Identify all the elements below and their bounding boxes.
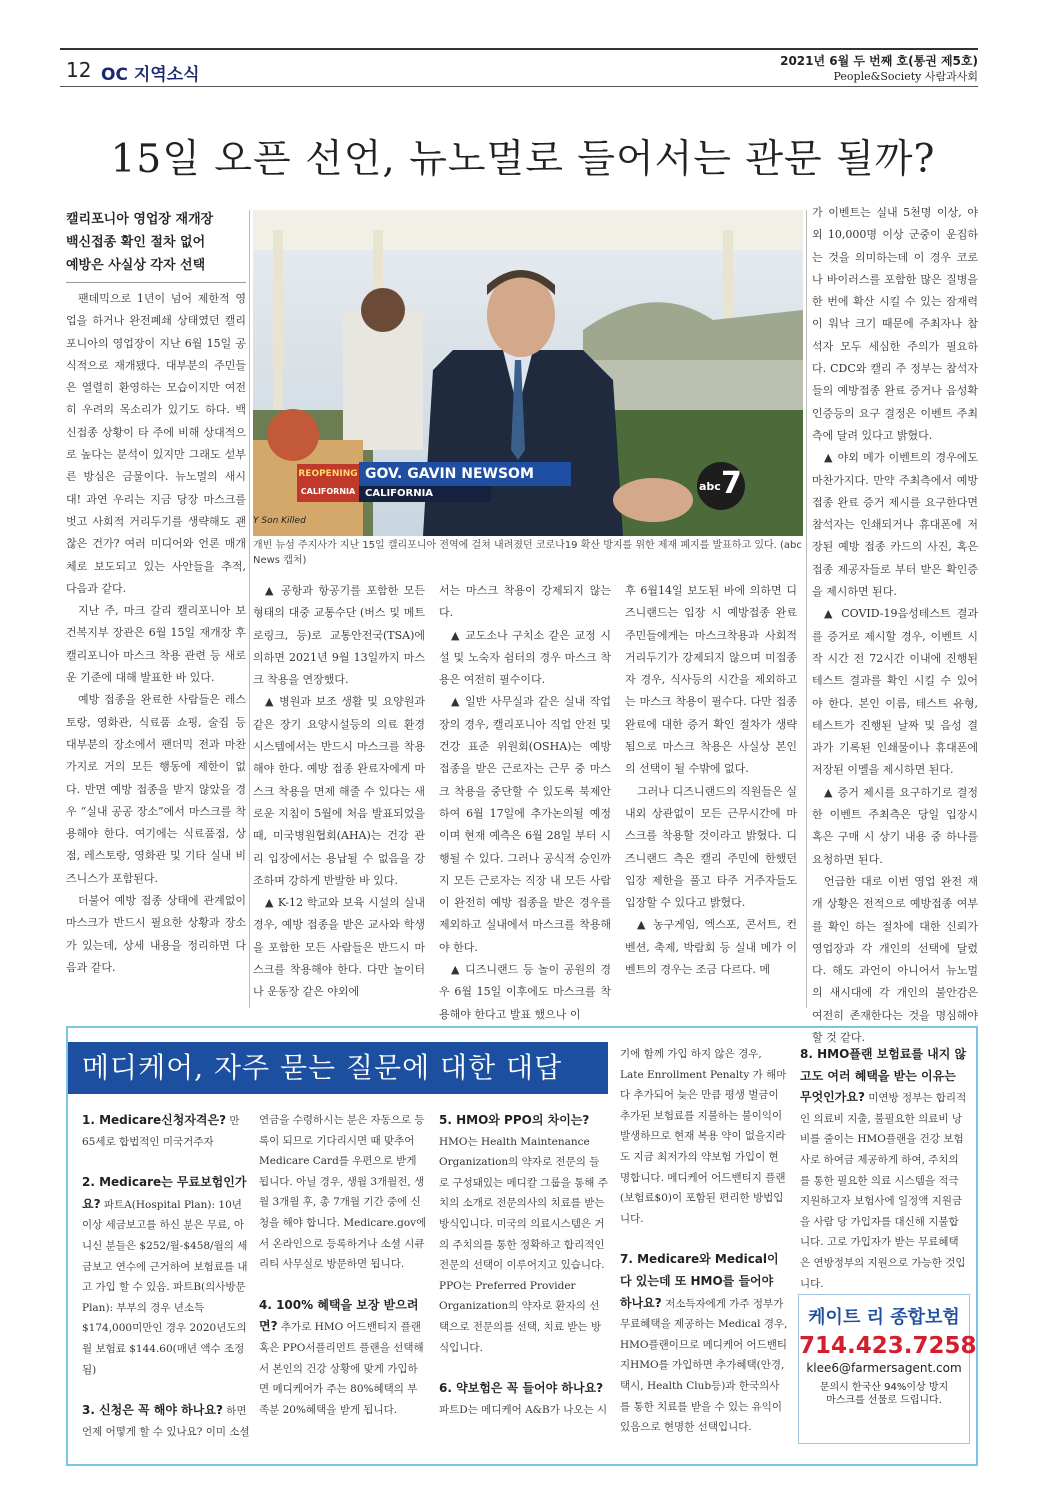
- paragraph: 예방 접종을 완료한 사람들은 레스토랑, 영화관, 식료품 쇼핑, 술집 등 대부분의 장소에서 팬더믹 전과 마찬가지로 거의 모든 행동에 제한이 없다. 반면 예방 접종을 받지 않았을 경우 “실내 공공 장소”에서 마스크를 착용해야 한다. 여기에는 식료품점, 상점, 레스토랑, 영화관 및 기타 실내 비즈니스가 포함된다.: [66, 693, 246, 885]
- faq-column-1: [82, 1110, 250, 1442]
- faq-item: [620, 1249, 788, 1437]
- paragraph: ▲ 공항과 항공기를 포함한 모든 형태의 대중 교통수단 (버스 및 메트로링크, 등)로 교통안전국(TSA)에 의하면 2021년 9월 13일까지 마스크 착용을 연장했다.: [253, 584, 425, 687]
- faq-answer: 파트D는 메디케어 A&B가 나오는 시: [439, 1403, 608, 1416]
- faq-question: 1. Medicare신청자격은?: [82, 1113, 227, 1127]
- ad-note: [799, 1381, 969, 1407]
- paragraph: ▲ 야외 메가 이벤트의 경우에도 마찬가지다. 만약 주최측에서 예방접종 완료 증거 제시를 요구한다면 참석자는 인쇄되거나 휴대폰에 저장된 예방 접종 카드의 사진, 혹은 접종 제공자들로 부터 받은 확인증을 제시하면 된다.: [812, 451, 978, 599]
- paragraph: ▲ COVID-19음성테스트 결과를 증거로 제시할 경우, 이벤트 시작 시간 전 72시간 이내에 진행된 테스트 결과를 확인 시킬 수 있어야 한다. 본인 이름, 테스트 유형, 테스트가 진행된 날짜 및 음성 결과가 기록된 인쇄물이나 휴대폰에 저장된 이멜을 제시하면 된다.: [812, 607, 978, 777]
- article-column-2: [253, 580, 425, 1004]
- faq-question: 2. Medicare는 무료보험인가요?: [82, 1175, 247, 1211]
- faq-item: [82, 1110, 250, 1152]
- header-rule: [60, 48, 978, 50]
- lower-third-place: CALIFORNIA: [365, 488, 434, 499]
- faq-answer: 파트A(Hospital Plan): 10년 이상 세금보고를 하신 분은 무료, 아니신 분들은 $252/월-$458/월의 세금보고 연수에 근거하여 보험료를 내고 가입 할 수 있음. 파트B(의사방문 Plan): 부부의 경우 년소득 $174,000미만인 경우 2020년도의 월 보험료 $144.60(매년 액수 조정됨): [82, 1198, 248, 1376]
- paragraph: ▲ 증거 제시를 요구하기로 결정한 이벤트 주최측은 당일 입장시 혹은 구매 시 상기 내용 중 하나를 요청하면 된다.: [812, 785, 978, 866]
- faq-item: [439, 1378, 609, 1420]
- faq-answer: 연금을 수령하시는 분은 자동으로 등록이 되므로 기다리시면 때 맞추어 Medicare Card를 우편으로 받게 됩니다. 아닐 경우, 생월 3개월전, 생월 3개월 후, 총 7개월 기간 중에 신청을 해야 합니다. Medicare.gov에서 온라인으로 등록하거나 소셜 시큐리티 사무실로 방문하면 됩니다.: [259, 1114, 427, 1271]
- faq-column-4: [620, 1044, 788, 1438]
- paragraph: 더불어 예방 접종 상태에 관계없이 마스크가 반드시 필요한 상황과 장소가 있는데, 상세 내용을 정리하면 다음과 같다.: [66, 894, 246, 974]
- reopening-banner-bottom: CALIFORNIA: [300, 487, 356, 496]
- paragraph: ▲ 병원과 보조 생활 및 요양원과 같은 장기 요양시설등의 의료 환경시스템에서는 반드시 마스크를 착용해야 한다. 예방 접종 완료자에게 마스크 착용을 면제 해줄 수 있다는 새로운 지침이 5월에 처음 발표되었을 때, 미국병원협회(AHA)는 건강 관리 입장에서는 용납될 수 없음을 강조하며 강하게 반발한 바 있다.: [253, 695, 425, 887]
- article-column-1: [66, 288, 246, 979]
- faq-answer: 만 65세로 합법적인 미국거주자: [82, 1115, 240, 1148]
- paragraph: ▲ 교도소나 구치소 같은 교정 시설 및 노숙자 쉼터의 경우 마스크 착용은 여전히 필수이다.: [439, 628, 611, 687]
- faq-item: [82, 1400, 250, 1442]
- paragraph: ▲ 일반 사무실과 같은 실내 작업장의 경우, 캘리포니아 직업 안전 및 건강 표준 위원회(OSHA)는 예방 접종을 받은 근로자는 근무 중 마스크 착용을 중단할 수 있도록 북제안하여 6월 17일에 추가논의될 예정이며 현재 예측은 6월 28일 부터 시행될 수 있다. 그러나 공식적 승인까지 모든 근로자는 직장 내 모든 사람이 완전히 예방 접종을 받은 경우를 제외하고 실내에서 마스크를 착용해야 한다.: [439, 695, 611, 954]
- faq-question: 8. HMO플랜 보험료를 내지 않고도 여러 혜택을 받는 이유는 무엇인가요?: [800, 1047, 967, 1105]
- faq-item: [439, 1110, 609, 1358]
- lower-third-name: GOV. GAVIN NEWSOM: [365, 466, 534, 482]
- subhead: 예방은 사실상 각자 선택: [66, 258, 206, 273]
- faq-answer: 저소득자에게 가주 정부가 무료혜택을 제공하는 Medical 경우, HMO플랜이므로 메디케어 어드밴티지HMO를 가입하면 추가혜택(안경, 택시, Health Club등)과 한국의사를 통한 치료를 받을 수 있는 유익이 있음으로 현명한 선택입니다.: [620, 1297, 788, 1434]
- article-column-3: [439, 580, 611, 1026]
- faq-answer: 추가로 HMO 어드밴티지 플랜 혹은 PPO서플리먼트 플랜을 선택해서 본인의 건강 상황에 맞게 가입하면 메디케어가 주는 80%혜택의 부족분 20%혜택을 받게 됩니다.: [259, 1321, 424, 1416]
- sign-text: Y Son Killed: [253, 516, 306, 526]
- ad-note-line: 마스크를 선물로 드립니다.: [826, 1395, 942, 1406]
- section-title: OC 지역소식: [101, 65, 200, 85]
- column-divider: [249, 210, 250, 1008]
- news-photo: [253, 210, 803, 536]
- issue-info: 2021년 6월 두 번째 호(통권 제5호): [780, 54, 978, 68]
- subhead: 캘리포니아 영업장 재개장: [66, 212, 214, 227]
- paragraph: 서는 마스크 착용이 강제되지 않는다.: [439, 584, 611, 620]
- faq-question: 3. 신청은 꼭 해야 하나요?: [82, 1403, 223, 1418]
- paragraph: ▲ K-12 학교와 보육 시설의 실내 경우, 예방 접종을 받은 교사와 학생을 포함한 모든 사람들은 반드시 마스크를 착용해야 한다. 다만 놀이터나 운동장 같은 야외에: [253, 896, 425, 999]
- subhead-divider: [66, 282, 246, 283]
- ad-phone: 714.423.7258: [799, 1333, 977, 1359]
- faq-item: [800, 1044, 968, 1294]
- paragraph: 그러나 디즈니랜드의 직원들은 실내외 상관없이 모든 근무시간에 마스크를 착용할 것이라고 밝혔다. 디즈니랜드 측은 캘리 주민에 한했던 입장 제한을 풀고 타주 거주자들도 입장할 수 있다고 밝혔다.: [625, 784, 797, 910]
- header-rule-bottom: [60, 86, 978, 87]
- paragraph: 지난 주, 마크 갈리 캘리포니아 보건복지부 장관은 6월 15일 재개장 후 캘리포니아 마스크 착용 관련 등 새로운 기준에 대해 발표한 바 있다.: [66, 604, 246, 685]
- faq-question: 5. HMO와 PPO의 차이는?: [439, 1113, 590, 1127]
- paragraph: 후 6월14일 보도된 바에 의하면 디즈니랜드는 입장 시 예방접종 완료 주민들에게는 마스크착용과 사회적 거리두기가 강제되지 않으며 미접종자 경우, 식사등의 시간을 제외하고는 마스크 착용이 필수다. 다만 접종완료에 대한 증거 확인 절차가 생략됨으로 마스크 착용은 사실상 본인의 선택이 될 수밖에 없다.: [625, 584, 797, 776]
- photo-caption: 개빈 뉴섬 주지사가 지난 15일 캘리포니아 전역에 걸쳐 내려졌던 코로나19 확산 방지를 위한 제재 폐지를 발표하고 있다. (abc News 캡처): [253, 540, 802, 566]
- faq-column-2: [259, 1110, 427, 1420]
- reopening-banner-top: REOPENING: [298, 469, 358, 479]
- paragraph: 가 이벤트는 실내 5천명 이상, 야외 10,000명 이상 군중이 운집하는 것을 의미하는데 이 경우 코로나 바이러스를 포함한 많은 질병을 한 번에 확산 시킬 수 있는 잠재력이 워낙 크기 때문에 주최자나 참석자 모두 세심한 주의가 필요하다. CDC와 캘리 주 정부는 참석자들의 예방접종 완료 증거나 음성확인증등의 요구 결정은 이벤트 주최측에 달려 있다고 밝혔다.: [812, 206, 978, 442]
- ad-agency-name: 케이트 리 종합보험: [808, 1307, 960, 1328]
- abc-logo-number: 7: [721, 466, 742, 501]
- publication-name: People&Society 사람과사회: [833, 70, 978, 83]
- faq-question: 4. 100% 혜택을 보장 받으려면?: [259, 1297, 419, 1334]
- ad-email: klee6@farmersagent.com: [806, 1361, 962, 1375]
- faq-answer: 기에 함께 가입 하지 않은 경우, Late Enrollment Penalty 가 해마다 추가되어 늦은 만큼 평생 벌금이 추가된 보험료를 지불하는 불이익이 발생하므로 현재 복용 약이 없을지라도 지금 최저가의 약보험 가입이 현명합니다. 메디케어 어드밴티지 플랜(보험료$0)이 포함된 편리한 방법입니다.: [620, 1048, 787, 1225]
- faq-item: [259, 1110, 427, 1275]
- paragraph: 언급한 대로 이번 영업 완전 재개 상황은 전적으로 예방접종 여부를 확인 하는 절차에 대한 신뢰가 영업장과 각 개인의 선택에 달렸다. 해도 과언이 아니어서 뉴노멀의 새시대에 각 개인의 불안감은 여전히 존재한다는 것을 명심해야 할 것 같다.: [812, 874, 978, 1044]
- faq-question: 7. Medicare와 Medical이 다 있는데 또 HMO를 들어야 하나요?: [620, 1252, 779, 1310]
- article-column-5: [812, 202, 978, 1049]
- faq-title: 메디케어, 자주 묻는 질문에 대한 대답: [68, 1042, 608, 1094]
- faq-item: [259, 1295, 427, 1421]
- faq-answer: 미연방 정부는 합리적인 의료비 지출, 불필요한 의료비 낭비를 줄이는 HMO플랜을 건강 보험사로 하여금 제공하게 하여, 주치의를 통한 필요한 의료 시스템을 적극 지원하고자 보험사에 일정액 지원금을 사람 당 가입자를 대신해 지불합니다. 고로 가입자가 받는 무료혜택은 연방정부의 지원으로 가능한 것입니다.: [800, 1092, 967, 1290]
- faq-question: 6. 약보험은 꼭 들어야 하나요?: [439, 1381, 604, 1396]
- faq-column-3: [439, 1110, 609, 1420]
- faq-answer: 하면 언제 어떻게 할 수 있나요? 이미 소셜: [82, 1405, 250, 1438]
- paragraph: ▲ 농구게임, 엑스포, 콘서트, 컨벤션, 축제, 박람회 등 실내 메가 이벤트의 경우는 조금 다르다. 메: [625, 918, 797, 977]
- subhead: 백신접종 확인 절차 없어: [66, 235, 206, 250]
- faq-item: [82, 1172, 250, 1380]
- article-subheads: [66, 208, 246, 277]
- ad-note-line: 문의시 한국산 94%이상 방지: [819, 1382, 949, 1393]
- faq-item: [620, 1044, 788, 1229]
- column-divider: [806, 210, 807, 1008]
- insurance-ad: [798, 1294, 977, 1444]
- article-column-4: [625, 580, 797, 981]
- faq-column-5: [800, 1044, 968, 1294]
- headline: 15일 오픈 선언, 뉴노멀로 들어서는 관문 될까?: [110, 137, 936, 182]
- abc-logo-text: abc: [699, 480, 721, 493]
- paragraph: 팬데믹으로 1년이 넘어 제한적 영업을 하거나 완전폐쇄 상태였던 캘리포니아의 영업장이 지난 6월 15일 공식적으로 재개됐다. 대부분의 주민들은 열렬히 환영하는 모습이지만 여전히 우려의 목소리가 있기도 하다. 백신접종 상황이 타 주에 비해 상대적으로 높다는 분석이 있지만 그래도 섣부른 방심은 금물이다. 뉴노멀의 새시대! 과연 우리는 지금 당장 마스크를 벗고 사회적 거리두기를 생략해도 괜찮은 건가? 여러 미디어와 언론 매개체로 보도되고 있는 사안들을 추적, 다음과 같다.: [66, 292, 246, 595]
- paragraph: ▲ 디즈니랜드 등 놀이 공원의 경우 6월 15일 이후에도 마스크를 착용해야 한다고 발표 했으나 이: [439, 963, 611, 1021]
- faq-answer: HMO는 Health Maintenance Organization의 약자로 전문의 들로 구성돼있는 메디칼 그룹을 통해 주치의 소개로 전문의사의 치료를 받는 방식입니다. 미국의 의료시스템은 거의 주치의를 통한 정확하고 합리적인 전문의 선택이 이루어지고 있습니다. PPO는 Preferred Provider Organization의 약자로 환자의 선택으로 전문의를 선택, 치료 받는 방식입니다.: [439, 1135, 608, 1354]
- page-number: 12: [66, 58, 92, 82]
